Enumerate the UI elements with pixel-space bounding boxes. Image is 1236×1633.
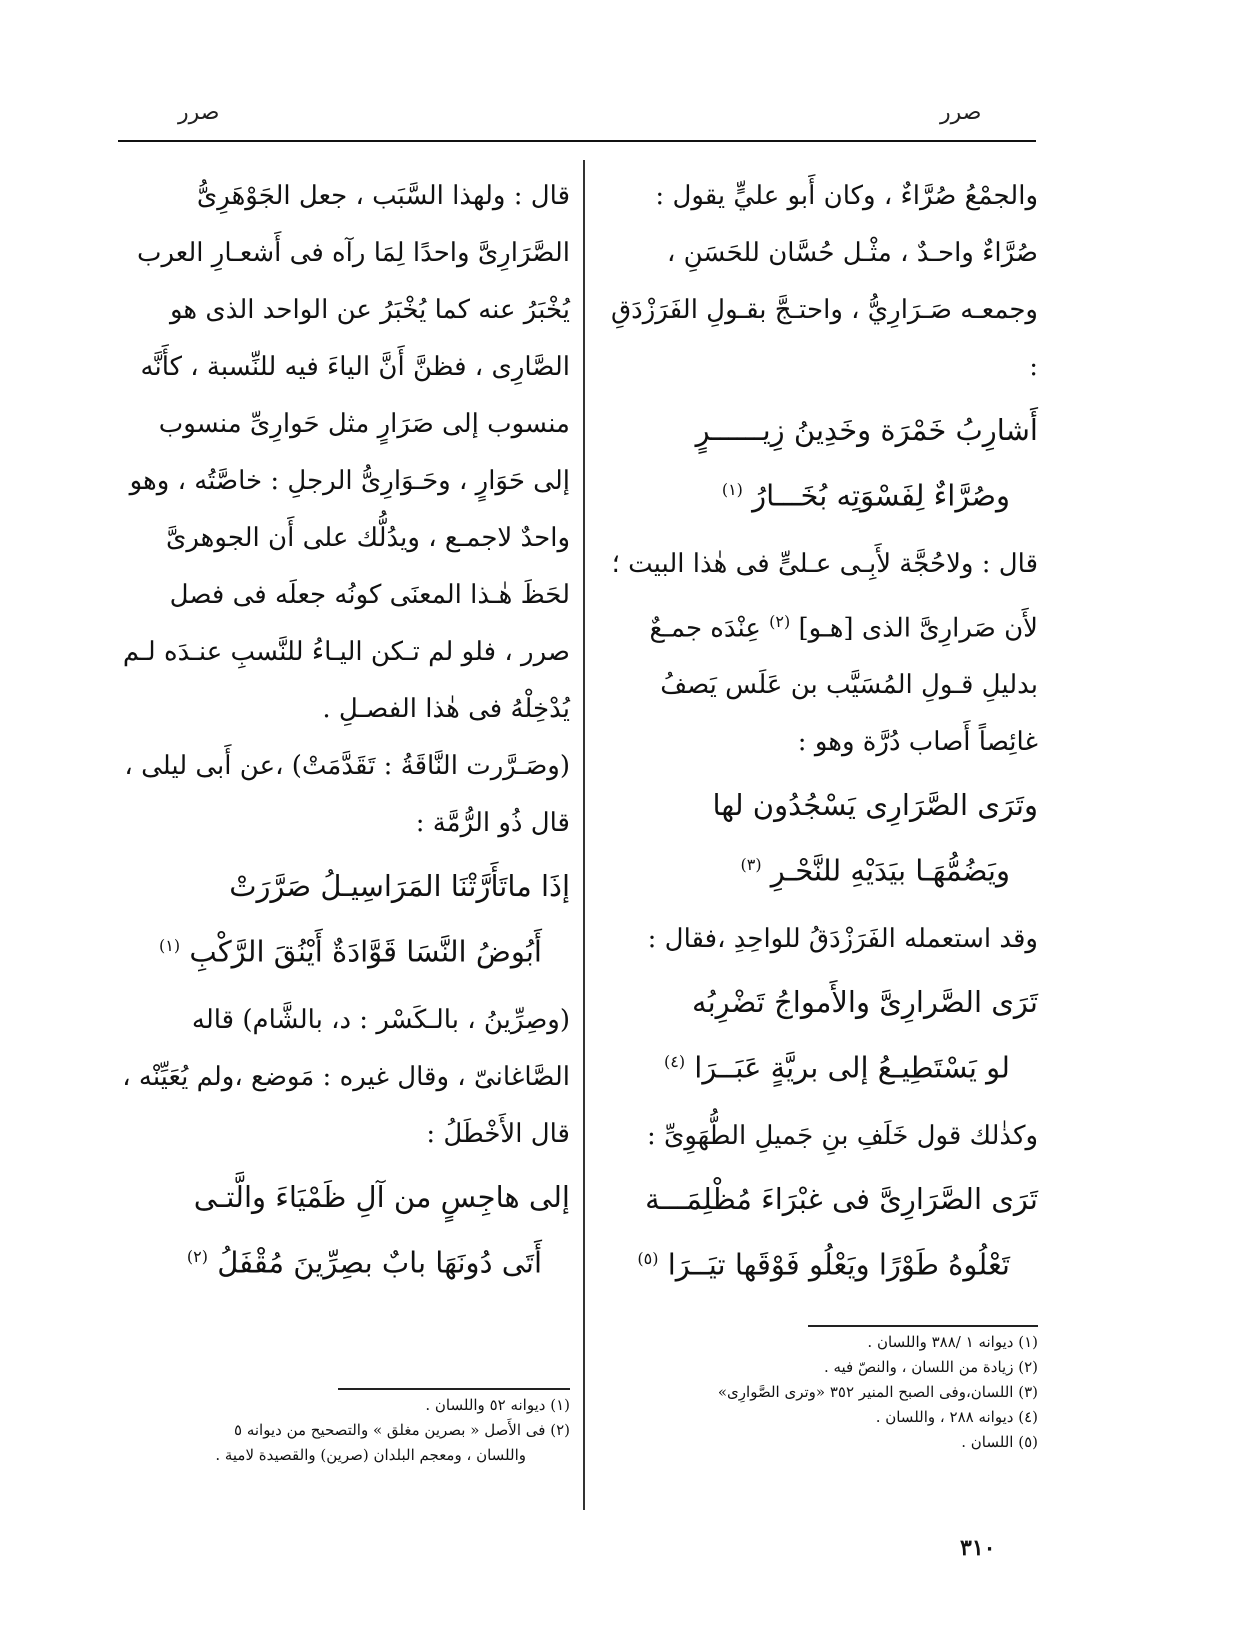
verse xyxy=(118,856,570,982)
footnote-ref: (٢) xyxy=(769,611,791,631)
header-rule xyxy=(118,140,1036,142)
paragraph-text: عِنْدَه جمـعٌ بدليلِ قـولِ المُسَيَّب بن عَلَس يَصفُ غائِصاً أَصاب دُرَّة وهو : xyxy=(649,613,1038,758)
footnote-ref: (١) xyxy=(159,936,181,955)
verse-line xyxy=(606,1229,1038,1295)
verse-line xyxy=(606,460,1038,526)
verse-line-text: تَعْلُوهُ طَوْرًا ويَعْلُو فَوْقَها تيَــرَا xyxy=(667,1247,1010,1282)
footnote: (٢) فى الأَصل « بصرين مغلق » والتصحيح من ديوانه ٥ xyxy=(233,1421,570,1439)
page-number: ٣١٠ xyxy=(960,1535,996,1561)
footnote-ref: (٢) xyxy=(186,1246,208,1266)
right-column xyxy=(606,168,1038,1304)
paragraph: (وصَـرَّرت النَّاقَةُ : تَقَدَّمَتْ) ،عن أَبى ليلى ، قال ذُو الرُّمَّة : xyxy=(124,751,570,838)
verse-line: إذَا ماتَأَرَّتْنَا المَرَاسِيـلُ صَرَّرَتْ xyxy=(229,869,570,903)
footnote-ref: (٤) xyxy=(663,1051,686,1071)
verse-line: تَرَى الصَّرَارِىَّ فى غبْرَاءَ مُظْلِمَـــة xyxy=(645,1181,1038,1216)
verse xyxy=(606,1169,1038,1295)
verse-line: أَشارِبُ خَمْرَة وخَدِينُ زِيــــــرٍ xyxy=(695,413,1038,447)
left-column xyxy=(118,168,570,1302)
verse-line xyxy=(606,1032,1038,1098)
verse-line xyxy=(606,835,1038,901)
footnotes-right xyxy=(717,1330,1038,1455)
footnote-rule xyxy=(338,1388,570,1390)
verse-line xyxy=(118,1227,570,1293)
footnote: (١) ديوانه ٥٢ واللسان . xyxy=(425,1396,570,1414)
paragraph: (وصِرِّينُ ، بالـكَسْر : د، بالشَّام) قاله الصَّاغانىّ ، وقال غيره : مَوضع ،ولم يُعَيِّنْه ، قال الأَخْطَلُ : xyxy=(122,1004,570,1149)
running-head-right: صرر xyxy=(940,100,982,125)
verse xyxy=(118,1167,570,1293)
footnote-continuation: واللسان ، ومعجم البلدان (صرين) والقصيدة لامية . xyxy=(215,1446,526,1464)
paragraph-text: قال : ولاحُجَّة لأَبِـى عـلىٍّ فى هٰذا البيت ؛ لأَن صَرارِىَّ الذى [هـو] xyxy=(611,548,1038,644)
footnote: (٣) اللسان،وفى الصبح المنير ٣٥٢ «وترى الصَّوارِى» xyxy=(717,1383,1038,1401)
footnote-ref: (٣) xyxy=(740,855,762,875)
verse-line: وتَرَى الصَّرَارِى يَسْجُدُون لها xyxy=(712,788,1038,823)
footnote: (٥) اللسان . xyxy=(961,1433,1038,1451)
footnotes-left xyxy=(118,1393,570,1468)
verse-line: تَرَى الصَّرارِىَّ والأَمواجُ تَضْرِبُه xyxy=(692,984,1038,1019)
footnote: (٢) زيادة من اللسان ، والنصّ فيه . xyxy=(823,1358,1038,1376)
footnote-ref: (١) xyxy=(721,480,743,499)
footnote-ref: (٥) xyxy=(637,1248,659,1268)
verse-line: إلى هاجِسٍ من آلِ ظَمْيَاءَ والَّتـى xyxy=(193,1179,570,1214)
verse xyxy=(606,972,1038,1098)
verse xyxy=(606,775,1038,901)
verse-line-text: أَتَى دُونَهَا بابٌ بصِرِّينَ مُقْفَلُ xyxy=(217,1245,542,1280)
verse-line-text: أَبُوضُ النَّسَا قَوَّادَةٌ أَيْنُقَ الرَّكْبِ xyxy=(189,934,542,969)
running-head-left: صرر xyxy=(178,100,220,125)
verse-line xyxy=(118,916,570,982)
paragraph: وكذٰلك قول خَلَفِ بنِ جَميلِ الطُّهَوِىِّ : xyxy=(646,1120,1038,1151)
column-divider xyxy=(583,160,585,1510)
verse-line-text: لو يَسْتَطِيـعُ إلى بريَّةٍ عَبَــرَا xyxy=(694,1050,1010,1085)
footnote: (١) ديوانه ١ /٣٨٨ واللسان . xyxy=(867,1333,1038,1351)
footnote: (٤) ديوانه ٢٨٨ ، واللسان . xyxy=(875,1408,1038,1426)
paragraph: قال : ولهذا السَّبَب ، جعل الجَوْهَرِىُّ الصَّرَارِىَّ واحدًا لِمَا رآه فى أَشعـارِ العرب يُخْبَرُ عنه كما يُخْبَرُ عن الواحد الذى هو الصَّارِى ، فظنَّ أَنَّ الياءَ فيه للنِّسبة ، كأَنَّه منسوب إلى صَرَارٍ مثل حَوارِىِّ منسوب إلى حَوَارٍ ، وحَـوَارِىُّ الرجلِ : خاصَّتُه ، وهو واحدٌ لاجمـع ، ويدُلُّك على أَن الجوهرىَّ لحَظَ هٰـذا المعنَى كونُه جعلَه فى فصل صرر ، فلو لم تـكن اليـاءُ للنَّسبِ عنـدَه لـم يُدْخِلْهُ فى هٰذا الفصـلِ . xyxy=(122,181,570,724)
paragraph: والجمْعُ صُرَّاءٌ ، وكان أَبو عليٍّ يقول : صُرَّاءٌ واحـدٌ ، مثْـل حُسَّان للحَسَنِ ، وجمعـه صَـرَارِيُّ ، واحتـجَّ بقـولِ الفَرَزْدَقِ : xyxy=(610,181,1038,382)
footnote-rule xyxy=(808,1325,1038,1327)
verse-line-text: ويَضُمُّهَـا بيَدَيْهِ للنَّحْـرِ xyxy=(770,853,1010,888)
paragraph xyxy=(606,536,1038,772)
paragraph: وقد استعمله الفَرَزْدَقُ للواحِدِ ،فقال : xyxy=(647,923,1038,954)
verse-line-text: وصُرَّاءٌ لِفَسْوَتِه بُخَـــارُ xyxy=(752,478,1010,513)
verse xyxy=(606,400,1038,526)
